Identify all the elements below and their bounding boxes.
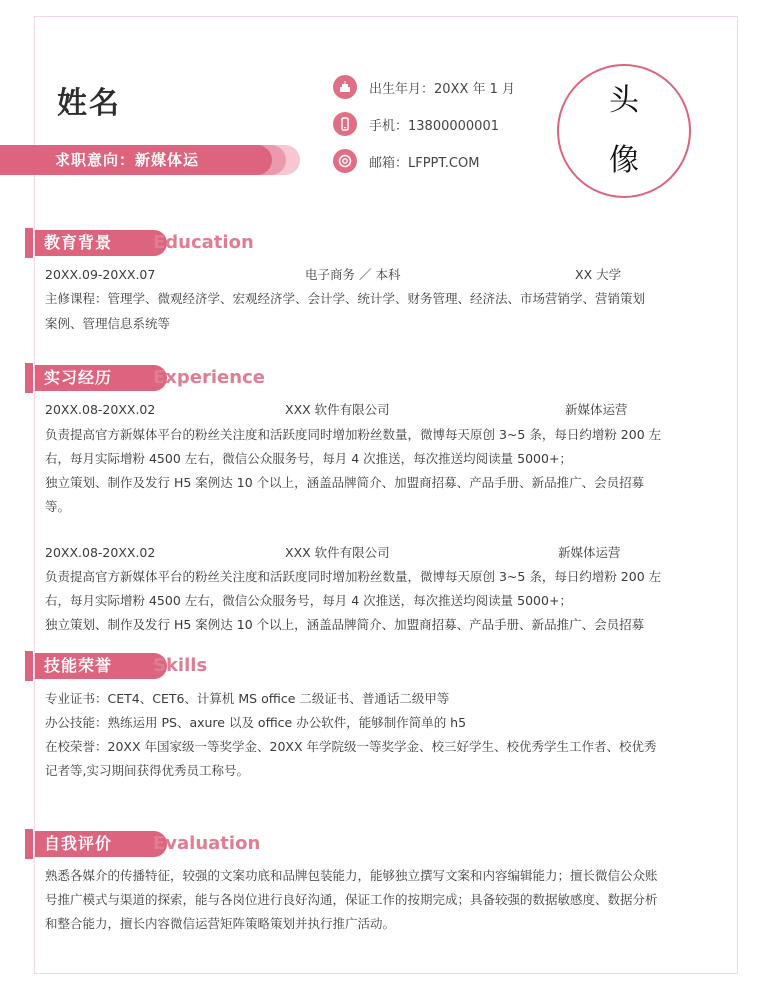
contact-phone <box>333 112 499 136</box>
avatar-placeholder: 头 像 <box>557 64 691 198</box>
job-intent-text: 求职意向：新媒体运 <box>55 151 200 169</box>
at-sign-icon <box>333 149 357 173</box>
candidate-name: 姓名 <box>57 86 121 121</box>
email-address: 邮箱：LFPPT.COM <box>369 155 480 171</box>
job-intent-banner <box>0 145 300 175</box>
experience-clipped-line: 独立策划、制作及发行 H5 案例达 10 个以上，涵盖品牌简介、加盟商招募、产品手册、新品推广、会员招募 <box>45 617 645 632</box>
birth-date: 出生年月：20XX 年 1 月 <box>369 81 516 97</box>
cake-icon <box>333 75 357 99</box>
education-row: 20XX.09-20XX.07 电子商务 ／ 本科 XX 大学 <box>45 267 622 282</box>
experience-item-2-row: 20XX.08-20XX.02 XXX 软件有限公司 新媒体运营 <box>45 545 621 560</box>
education-courses: 主修课程：管理学、微观经济学、宏观经济学、会计学、统计学、财务管理、经济法、市场营销学、营销策划 <box>45 291 646 306</box>
phone-icon <box>333 112 357 136</box>
experience-item-1-row: 20XX.08-20XX.02 XXX 软件有限公司 新媒体运营 <box>45 402 628 417</box>
contact-birth <box>333 75 515 99</box>
phone-number: 手机：13800000001 <box>369 118 499 134</box>
contact-email <box>333 149 479 173</box>
